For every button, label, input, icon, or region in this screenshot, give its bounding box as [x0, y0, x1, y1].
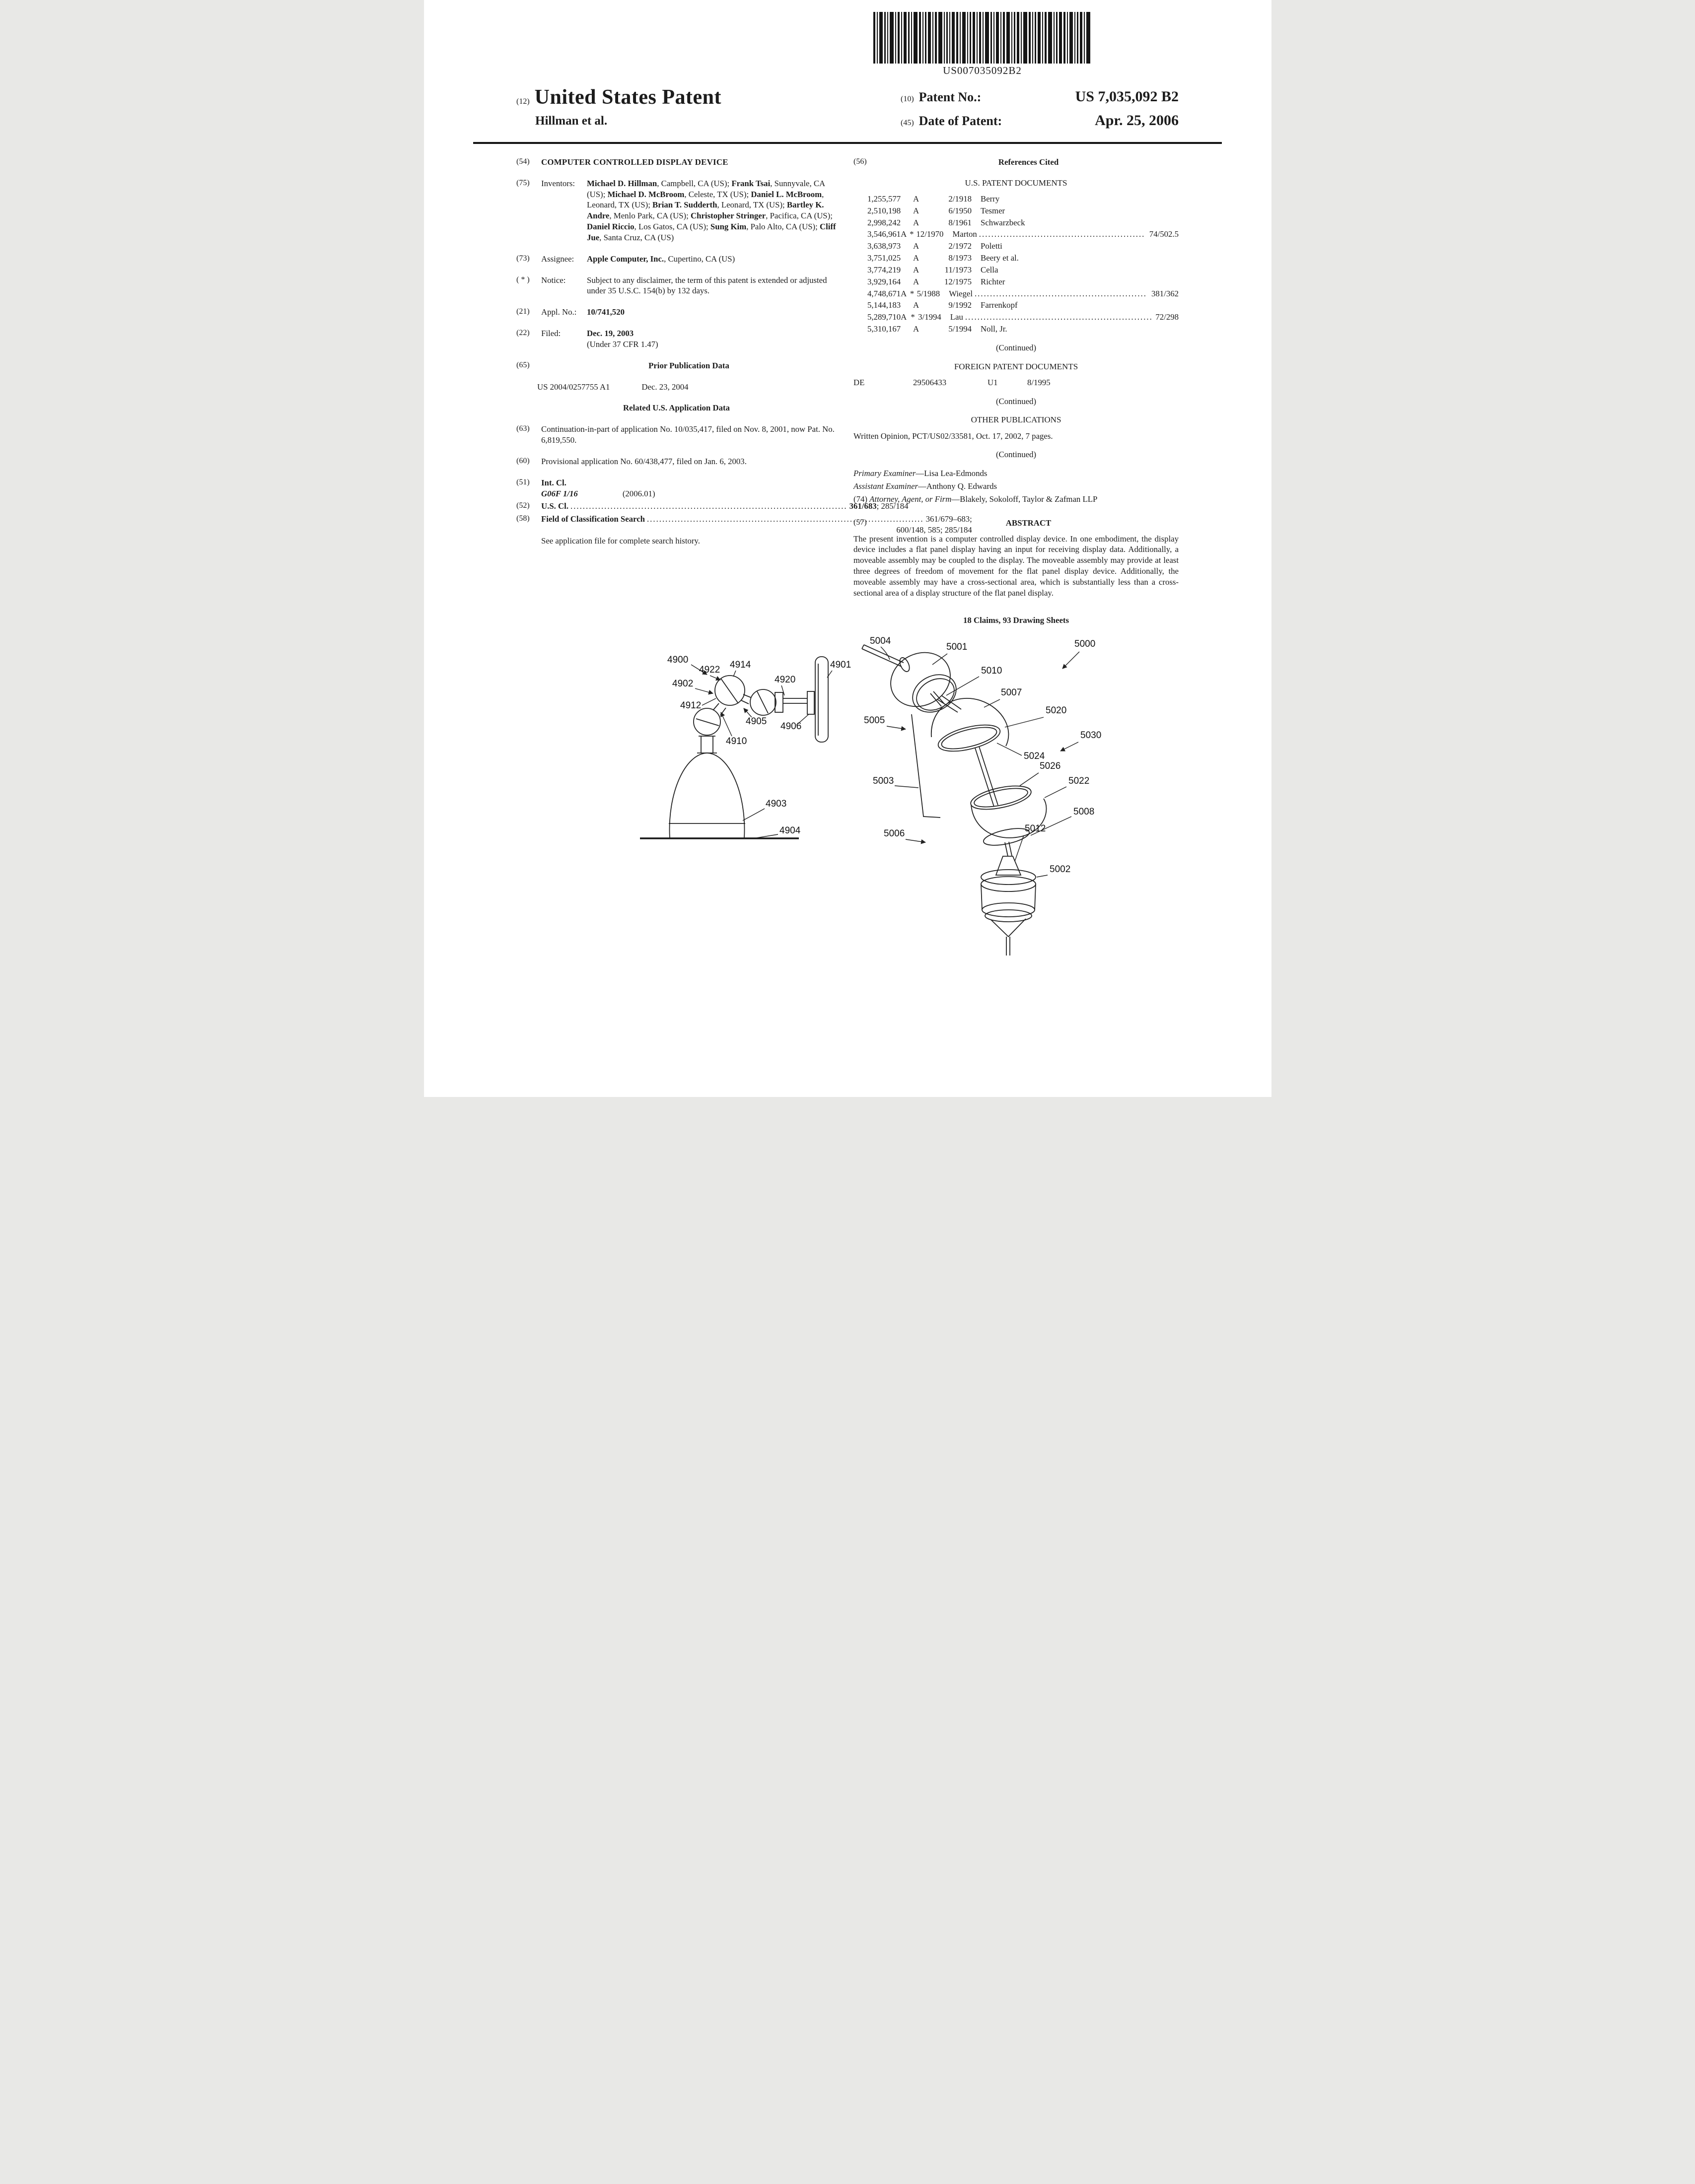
figure-ref-5020: 5020	[1045, 705, 1066, 716]
abstract-text: The present invention is a computer controlled display device. In one embodiment, the display device includes a flat panel display having an input for receiving display data. Additionally, a moveable assembly may be coupled to the display. The moveable assembly may provide at least three degrees of freedom of movement for the flat panel display device. Additionally, the moveable assembly may have a cross-sectional area, which is substantially less than a cross-sectional area of a display structure of the flat panel display.	[853, 534, 1179, 598]
other-publication-text: Written Opinion, PCT/US02/33581, Oct. 17, 2002, 7 pages.	[853, 431, 1053, 441]
field-code: (51)	[516, 478, 530, 486]
barcode-block	[866, 12, 1099, 77]
patent-no-value: US 7,035,092 B2	[1075, 88, 1179, 105]
figure-ref-4905: 4905	[745, 716, 767, 727]
inventors-label: Inventors:	[541, 178, 575, 188]
publication-number: US 2004/0257755 A1	[537, 382, 610, 392]
prior-publication-heading: Prior Publication Data	[648, 360, 729, 370]
table-row: 3,546,961 A * 12/1970 Marton ..... 74/502.5	[853, 229, 1179, 240]
filed-value: Dec. 19, 2003 (Under 37 CFR 1.47)	[587, 329, 658, 349]
arm-link-lower	[713, 703, 726, 715]
continued-note: (Continued)	[995, 396, 1037, 406]
right-column	[853, 157, 1179, 626]
field-code: (57)	[853, 518, 867, 527]
us-cl-line: U.S. Cl. ..... 361/683; 285/184	[541, 501, 908, 512]
field-code: (75)	[516, 178, 530, 187]
assignee-label: Assignee:	[541, 254, 574, 264]
continuation-text: Continuation-in-part of application No. 10/035,417, filed on Nov. 8, 2001, now Pat. No. 6,819,550.	[541, 424, 835, 445]
figure-ref-5002: 5002	[1049, 864, 1070, 875]
display-mount	[807, 691, 814, 714]
filed-label: Filed:	[541, 329, 561, 339]
field-code: (56)	[853, 157, 867, 166]
figure-ref-4903: 4903	[765, 799, 786, 810]
continued-note: (Continued)	[995, 342, 1037, 352]
title-section	[516, 157, 837, 168]
table-row: 3,929,164 A 12/1975 Richter	[867, 276, 1005, 286]
figure-ref-5000: 5000	[1074, 639, 1095, 650]
kind-code: (12)	[516, 97, 530, 106]
figure-ref-5030: 5030	[1080, 730, 1101, 741]
provisional-section	[516, 456, 837, 467]
figure-ref-5001: 5001	[946, 642, 967, 653]
figure-ref-4914: 4914	[729, 660, 751, 671]
figure-ref-4904: 4904	[779, 825, 800, 836]
table-row: 4,748,671 A * 5/1988 Wiegel ..... 381/362	[853, 288, 1179, 299]
field-code: (52)	[516, 501, 530, 510]
flat-panel-display	[815, 657, 828, 742]
patent-front-page	[424, 0, 1271, 1097]
figure-ref-4912: 4912	[680, 700, 701, 711]
notice-label: Notice:	[541, 275, 566, 285]
figure-ref-4920: 4920	[774, 675, 795, 685]
arm-link-upper	[741, 694, 751, 704]
header-left	[516, 85, 721, 136]
inventors-section	[516, 178, 837, 243]
ball-shell-upper	[931, 698, 1008, 746]
field-code: (58)	[516, 514, 530, 523]
barcode-icon	[873, 12, 1092, 64]
field-code: (60)	[516, 456, 530, 465]
figure-ref-4901: 4901	[830, 660, 851, 671]
figure-ref-5022: 5022	[1068, 776, 1089, 787]
figure-ref-4900: 4900	[667, 655, 688, 666]
table-row: 5,289,710 A * 3/1994 Lau ..... 72/298	[853, 312, 1179, 323]
table-row: 3,751,025 A 8/1973 Beery et al.	[867, 253, 1019, 263]
references-cited-section	[853, 157, 1179, 168]
base-neck	[697, 736, 717, 753]
appl-no-label: Appl. No.:	[541, 307, 577, 317]
field-code: (22)	[516, 329, 530, 338]
figure-ref-4902: 4902	[672, 679, 693, 689]
header-right	[901, 85, 1179, 136]
assignee-value: Apple Computer, Inc., Cupertino, CA (US)	[587, 254, 735, 264]
us-patent-reference-list	[853, 194, 1179, 335]
figure-ref-4922: 4922	[699, 665, 720, 676]
figure-ref-5010: 5010	[981, 666, 1002, 677]
table-row: 3,774,219 A 11/1973 Cella	[867, 265, 998, 274]
support-bracket	[912, 714, 940, 818]
other-publications-heading: OTHER PUBLICATIONS	[971, 415, 1061, 425]
int-cl-section	[516, 478, 837, 499]
field-code: (54)	[516, 157, 530, 166]
figure-ref-4910: 4910	[725, 736, 747, 747]
foreign-patent-row: DE 29506433 U1 8/1995	[853, 377, 1051, 387]
figure-ref-5003: 5003	[872, 776, 894, 787]
filed-section	[516, 328, 837, 350]
table-row: 3,638,973 A 2/1972 Poletti	[867, 241, 1002, 251]
horizontal-arm	[783, 698, 807, 703]
invention-title: COMPUTER CONTROLLED DISPLAY DEVICE	[541, 157, 728, 167]
figure-ref-5012: 5012	[1024, 823, 1046, 834]
inventors-list: Michael D. Hillman, Campbell, CA (US); Frank Tsai, Sunnyvale, CA (US); Michael D. McBroom, Celeste, TX (US); Daniel L. McBroom, Leonard, TX (US); Brian T. Sudderth, Leonard, TX (US); Bartley K. Andre, Menlo Park, CA (US); Christopher Stringer, Pacifica, CA (US); Daniel Riccio, Los Gatos, CA (US); Sung Kim, Palo Alto, CA (US); Cliff Jue, Santa Cruz, CA (US)	[587, 178, 836, 242]
middle-ball-joint	[715, 676, 745, 705]
claims-line: 18 Claims, 93 Drawing Sheets	[963, 615, 1069, 625]
barcode-number: US007035092B2	[943, 65, 1022, 76]
first-inventor-line: Hillman et al.	[535, 114, 608, 128]
page-title: United States Patent	[534, 86, 721, 109]
field-code: ( * )	[516, 275, 530, 284]
drawing-figures	[424, 629, 1271, 966]
field-of-search-block: Field of Classification Search ..... 361/679–683; 600/148, 585; 285/184 See application file for complete search history.	[541, 514, 972, 546]
appl-no-value: 10/741,520	[587, 307, 625, 317]
table-row: 2,510,198 A 6/1950 Tesmer	[867, 205, 1005, 215]
foreign-patent-documents-heading: FOREIGN PATENT DOCUMENTS	[954, 361, 1078, 371]
figure-ref-5004: 5004	[869, 636, 891, 647]
references-cited-heading: References Cited	[998, 157, 1059, 167]
int-cl-block: Int. Cl. G06F 1/16 (2006.01)	[541, 478, 655, 498]
field-code: (63)	[516, 424, 530, 433]
field-code: (21)	[516, 307, 530, 316]
table-row: 2,998,242 A 8/1961 Schwarzbeck	[867, 217, 1025, 227]
figure-ref-5008: 5008	[1073, 807, 1094, 818]
figure-ref-5026: 5026	[1039, 761, 1060, 772]
bottom-pin	[1006, 937, 1010, 956]
header-rule	[473, 142, 1222, 144]
prior-publication-data	[516, 382, 837, 393]
abstract-section	[853, 518, 1179, 529]
pivot-pin	[862, 645, 904, 667]
figure-ref-5005: 5005	[863, 715, 885, 726]
table-row: 5,144,183 A 9/1992 Farrenkopf	[867, 300, 1018, 310]
figure-ref-4906: 4906	[780, 721, 801, 732]
date-label: Date of Patent:	[918, 114, 1002, 128]
attorney-line: (74) Attorney, Agent, or Firm—Blakely, Sokoloff, Taylor & Zafman LLP	[853, 494, 1098, 504]
cone-coupling	[996, 856, 1021, 875]
provisional-text: Provisional application No. 60/438,477, filed on Jan. 6, 2003.	[541, 456, 747, 466]
figure-ref-5006: 5006	[883, 828, 905, 839]
figure-ref-5007: 5007	[1000, 687, 1022, 698]
date-value: Apr. 25, 2006	[1095, 112, 1179, 129]
abstract-heading: ABSTRACT	[1005, 518, 1052, 528]
assistant-examiner-line: Assistant Examiner—Anthony Q. Edwards	[853, 481, 997, 491]
figure-ref-5024: 5024	[1023, 751, 1045, 762]
assignee-section	[516, 254, 837, 265]
publication-date: Dec. 23, 2004	[641, 382, 689, 392]
patent-no-code: (10)	[901, 95, 914, 103]
notice-section	[516, 275, 837, 297]
bibliographic-columns	[516, 157, 1179, 626]
related-application-heading: Related U.S. Application Data	[623, 403, 730, 413]
us-patent-documents-heading: U.S. PATENT DOCUMENTS	[965, 178, 1067, 188]
us-cl-section	[516, 501, 909, 512]
barrel-housing	[981, 870, 1036, 885]
notice-text: Subject to any disclaimer, the term of this patent is extended or adjusted under 35 U.S.C. 154(b) by 132 days.	[587, 275, 827, 296]
primary-examiner-line: Primary Examiner—Lisa Lea-Edmonds	[853, 469, 988, 478]
continuation-section	[516, 424, 837, 446]
continued-note: (Continued)	[995, 450, 1037, 460]
figure-display-device-side-view	[633, 649, 856, 847]
table-row: 1,255,577 A 2/1918 Berry	[867, 194, 1000, 204]
field-code: (65)	[516, 360, 530, 369]
field-code: (73)	[516, 254, 530, 263]
date-code: (45)	[901, 119, 914, 127]
figure-moveable-assembly-exploded-view	[856, 632, 1174, 959]
appl-no-section	[516, 307, 837, 318]
patent-no-label: Patent No.:	[918, 90, 982, 104]
prior-publication-section	[516, 360, 837, 371]
table-row: 5,310,167 A 5/1994 Noll, Jr.	[867, 324, 1007, 334]
dome-base	[669, 753, 744, 838]
